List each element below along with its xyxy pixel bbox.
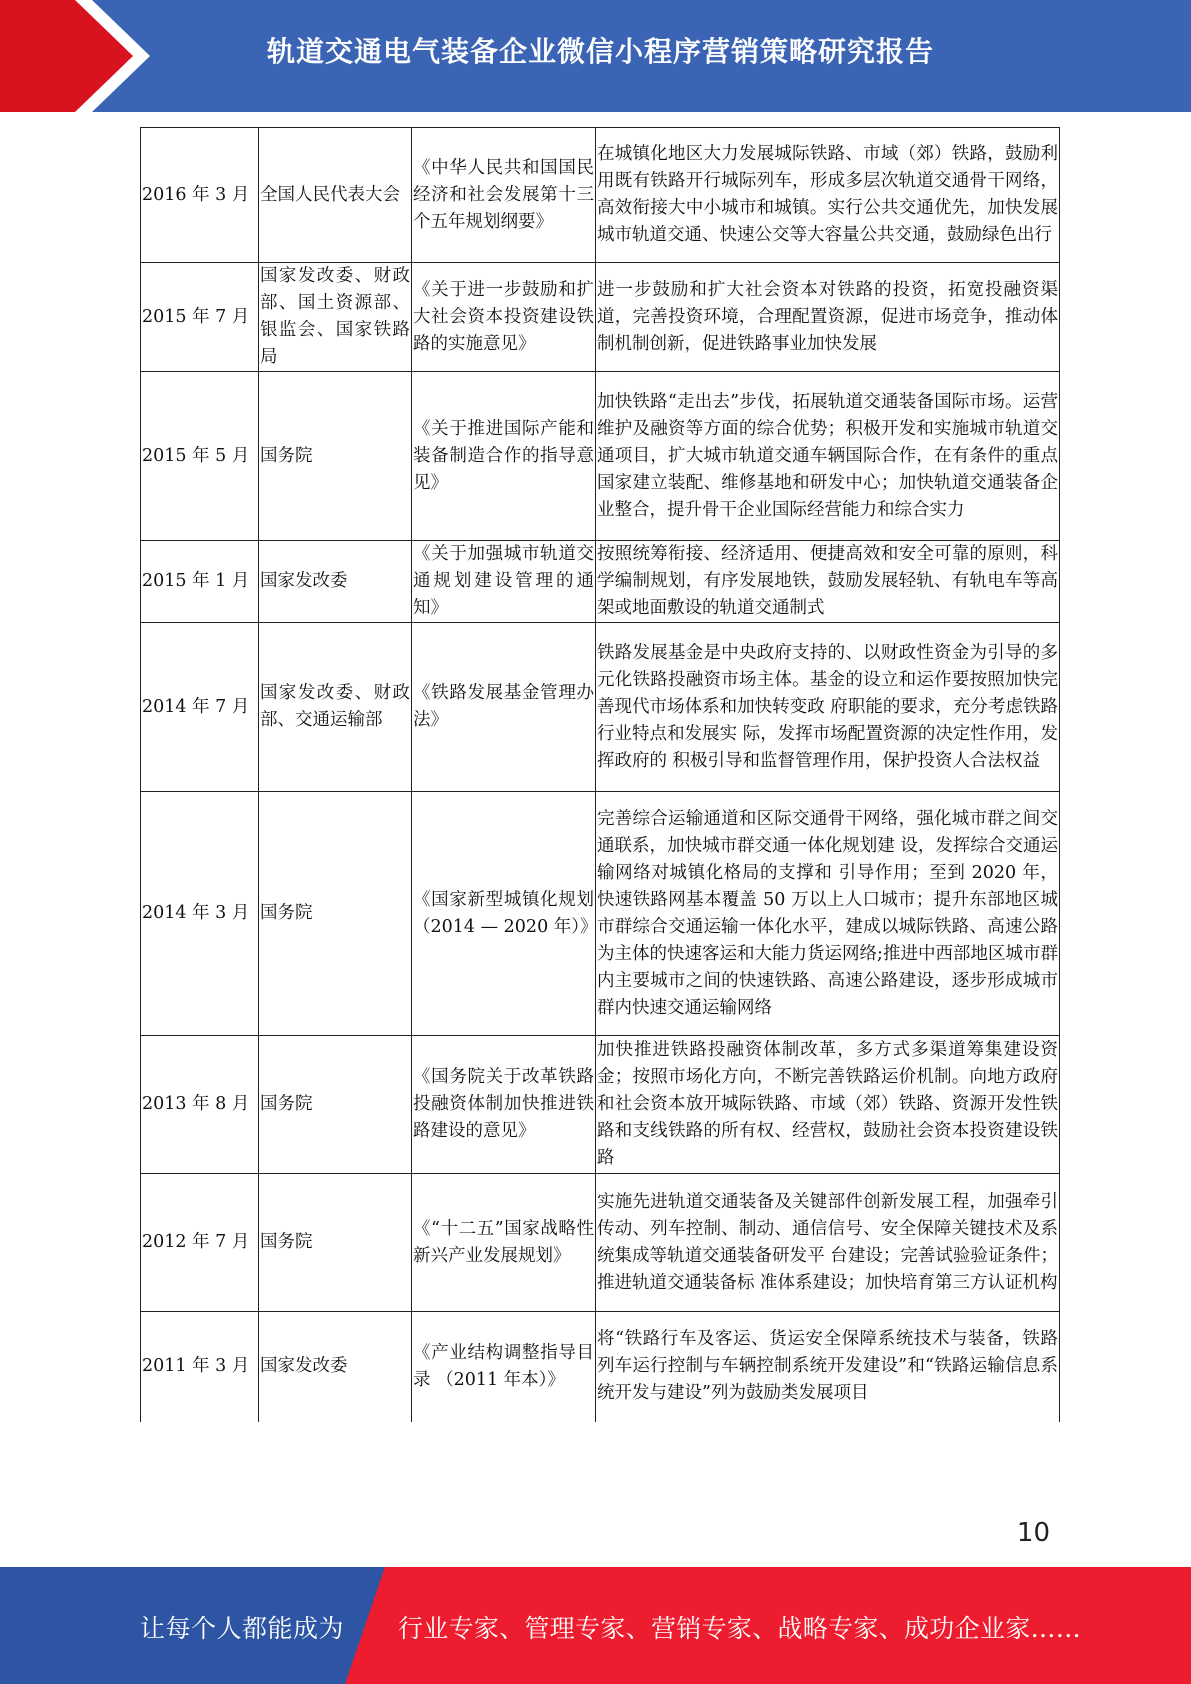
date-cell: 2015 年 1 月: [141, 541, 259, 623]
date-cell: 2012 年 7 月: [141, 1174, 259, 1312]
org-cell: 国家发改委、财政部、交通运输部: [259, 623, 412, 792]
date-cell: 2011 年 3 月: [141, 1312, 259, 1422]
table-row: [141, 1174, 1060, 1312]
footer-slogan-left: 让每个人都能成为: [140, 1614, 345, 1643]
table-row: [141, 1036, 1060, 1174]
document-cell: 《中华人民共和国国民经济和社会发展第十三个五年规划纲要》: [412, 128, 596, 263]
policy-table: [140, 127, 1060, 1422]
date-cell: 2016 年 3 月: [141, 128, 259, 263]
org-cell: 国务院: [259, 792, 412, 1036]
document-cell: 《国家新型城镇化规划（2014 — 2020 年）》: [412, 792, 596, 1036]
description-cell: 加快铁路“走出去”步伐，拓展轨道交通装备国际市场。运营维护及融资等方面的综合优势；积极开发和实施城市轨道交通项目，扩大城市轨道交通车辆国际合作，在有条件的重点国家建立装配、维修基地和研发中心；加快轨道交通装备企业整合，提升骨干企业国际经营能力和综合实力: [596, 372, 1060, 541]
description-cell: 加快推进铁路投融资体制改革，多方式多渠道筹集建设资金；按照市场化方向，不断完善铁路运价机制。向地方政府和社会资本放开城际铁路、市域（郊）铁路、资源开发性铁路和支线铁路的所有权、经营权，鼓励社会资本投资建设铁路: [596, 1036, 1060, 1174]
date-cell: 2015 年 5 月: [141, 372, 259, 541]
report-title: 轨道交通电气装备企业微信小程序营销策略研究报告: [266, 35, 934, 68]
table-row: [141, 792, 1060, 1036]
red-arrow-decoration: [0, 0, 150, 112]
document-cell: 《国务院关于改革铁路投融资体制加快推进铁路建设的意见》: [412, 1036, 596, 1174]
table-row: [141, 623, 1060, 792]
table-row: [141, 128, 1060, 263]
description-cell: 将“铁路行车及客运、货运安全保障系统技术与装备，铁路列车运行控制与车辆控制系统开发建设”和“铁路运输信息系统开发与建设”列为鼓励类发展项目: [596, 1312, 1060, 1422]
table-row: [141, 263, 1060, 372]
description-cell: 在城镇化地区大力发展城际铁路、市域（郊）铁路，鼓励利用既有铁路开行城际列车，形成多层次轨道交通骨干网络，高效衔接大中小城市和城镇。实行公共交通优先，加快发展城市轨道交通、快速公交等大容量公共交通，鼓励绿色出行: [596, 128, 1060, 263]
table-row: [141, 541, 1060, 623]
date-cell: 2015 年 7 月: [141, 263, 259, 372]
page-footer: [0, 1567, 1191, 1684]
page-header: [0, 0, 1191, 112]
document-cell: 《铁路发展基金管理办法》: [412, 623, 596, 792]
document-cell: 《关于进一步鼓励和扩大社会资本投资建设铁路的实施意见》: [412, 263, 596, 372]
date-cell: 2014 年 7 月: [141, 623, 259, 792]
description-cell: 实施先进轨道交通装备及关键部件创新发展工程，加强牵引传动、列车控制、制动、通信信号、安全保障关键技术及系统集成等轨道交通装备研发平 台建设；完善试验验证条件；推进轨道交通装备标 准体系建设；加快培育第三方认证机构: [596, 1174, 1060, 1312]
document-cell: 《关于推进国际产能和装备制造合作的指导意见》: [412, 372, 596, 541]
page-number: 10: [1016, 1518, 1050, 1548]
org-cell: 国务院: [259, 1036, 412, 1174]
org-cell: 国家发改委: [259, 541, 412, 623]
description-cell: 进一步鼓励和扩大社会资本对铁路的投资，拓宽投融资渠道，完善投资环境，合理配置资源，促进市场竞争，推动体制机制创新，促进铁路事业加快发展: [596, 263, 1060, 372]
org-cell: 全国人民代表大会: [259, 128, 412, 263]
footer-slogan-right: 行业专家、管理专家、营销专家、战略专家、成功企业家……: [398, 1614, 1082, 1643]
date-cell: 2014 年 3 月: [141, 792, 259, 1036]
description-cell: 按照统筹衔接、经济适用、便捷高效和安全可靠的原则，科学编制规划，有序发展地铁，鼓励发展轻轨、有轨电车等高架或地面敷设的轨道交通制式: [596, 541, 1060, 623]
document-cell: 《产业结构调整指导目录 （2011 年本）》: [412, 1312, 596, 1422]
table-row: [141, 372, 1060, 541]
table-row: [141, 1312, 1060, 1422]
description-cell: 铁路发展基金是中央政府支持的、以财政性资金为引导的多元化铁路投融资市场主体。基金的设立和运作要按照加快完善现代市场体系和加快转变政 府职能的要求，充分考虑铁路行业特点和发展实 际，发挥市场配置资源的决定性作用，发挥政府的 积极引导和监督管理作用，保护投资人合法权益: [596, 623, 1060, 792]
date-cell: 2013 年 8 月: [141, 1036, 259, 1174]
org-cell: 国家发改委: [259, 1312, 412, 1422]
org-cell: 国务院: [259, 372, 412, 541]
document-cell: 《关于加强城市轨道交通规划建设管理的通知》: [412, 541, 596, 623]
document-cell: 《“十二五”国家战略性新兴产业发展规划》: [412, 1174, 596, 1312]
org-cell: 国家发改委、财政部、国土资源部、银监会、国家铁路局: [259, 263, 412, 372]
description-cell: 完善综合运输通道和区际交通骨干网络，强化城市群之间交通联系，加快城市群交通一体化规划建 设，发挥综合交通运输网络对城镇化格局的支撑和 引导作用；至到 2020 年，快速铁路网基本覆盖 50 万以上人口城市；提升东部地区城市群综合交通运输一体化水平，建成以城际铁路、高速公路为主体的快速客运和大能力货运网络;推进中西部地区城市群内主要城市之间的快速铁路、高速公路建设，逐步形成城市群内快速交通运输网络: [596, 792, 1060, 1036]
org-cell: 国务院: [259, 1174, 412, 1312]
